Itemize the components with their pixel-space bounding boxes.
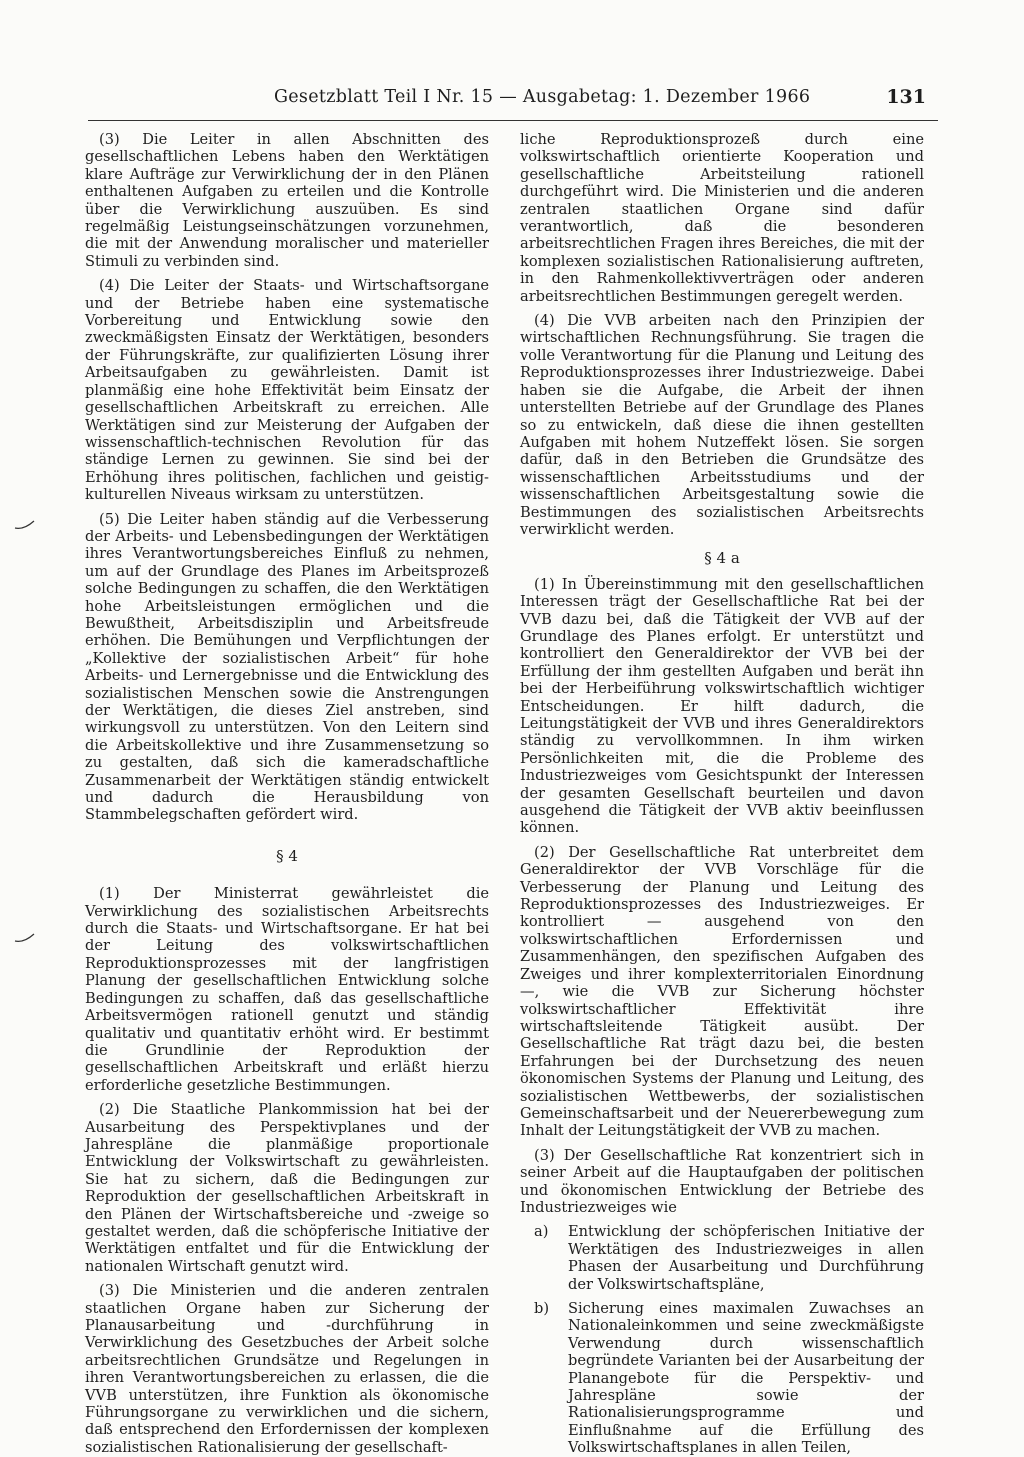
section-4-paragraph-2: (2) Die Staatliche Plankommission hat bei der Ausarbeitung des Perspektivplanes und der Jahrespläne die planmäßige proportionale Entwicklung der Volkswirtschaft zu gewährleisten. Sie hat zu sichern, daß die Bedingungen zur Reproduktion der gesellschaftlichen Arbeitskraft in den Plänen der Wirtschaftsbereiche und -zweige so gestaltet werden, daß die schöpferische Initiative der Werktätigen entfaltet und für die Entwicklung der nationalen Wirtschaft genutzt wird. — [85, 1101, 489, 1275]
right-column — [520, 131, 924, 1457]
section-4-paragraph-3: (3) Die Ministerien und die anderen zentralen staatlichen Organe haben zur Sicherung der Planausarbeitung und -durchführung in Verwirklichung des Gesetzbuches der Arbeit solche arbeitsrechtlichen Grundsätze und Regelungen in ihren Verantwortungsbereichen zu erlassen, die die VVB unterstützen, ihre Funktion als ökonomische Führungsorgane zu verwirklichen und die sichern, daß entsprechend den Erfordernissen der komplexen sozialistischen Rationalisierung der gesellschaft- — [85, 1282, 489, 1456]
list-item — [520, 1300, 924, 1457]
section-4-paragraph-3-continued: liche Reproduktionsprozeß durch eine volkswirtschaftlich orientierte Kooperation und gesellschaftliche Arbeitsteilung rationell durchgeführt wird. Die Ministerien und die anderen zentralen staatlichen Organe sind dafür verantwortlich, daß die besonderen arbeitsrechtlichen Fragen ihres Bereiches, die mit der komplexen sozialistischen Rationalisierung auftreten, in den Rahmenkollektivverträgen oder anderen arbeitsrechtlichen Bestimmungen geregelt werden. — [520, 131, 924, 305]
margin-check-mark-icon — [14, 519, 36, 531]
section-4-heading: § 4 — [276, 846, 298, 865]
list-item — [520, 1223, 924, 1293]
list-marker: a) — [534, 1223, 549, 1241]
list-item-text: Sicherung eines maximalen Zuwachses an Nationaleinkommen und seine zweckmäßigste Verwendung durch wissenschaftlich begründete Varianten bei der Ausarbeitung der Planangebote für die Perspektiv- und Jahrespläne sowie der Rationalisierungsprogramme und Einflußnahme auf die Erfüllung des Volkswirtschaftsplanes in allen Teilen, — [568, 1300, 924, 1457]
section-4a-heading: § 4 a — [704, 549, 740, 568]
paragraph-4: (4) Die Leiter der Staats- und Wirtschaftsorgane und der Betriebe haben eine systematische Vorbereitung und Entwicklung sowie den zweckmäßigsten Einsatz der Werktätigen, besonders der Führungskräfte, zur qualifizierten Lösung ihrer Arbeitsaufgaben zu gewährleisten. Damit ist planmäßig eine hohe Effektivität beim Einsatz der gesellschaftlichen Arbeitskraft zu erreichen. Alle Werktätigen sind zur Meisterung der Aufgaben der wissenschaftlich-technischen Revolution für das ständige Lernen zu gewinnen. Sie sind bei der Erhöhung ihres politischen, fachlichen und geistig-kulturellen Niveaus wirksam zu unterstützen. — [85, 277, 489, 504]
section-4a-paragraph-2: (2) Der Gesellschaftliche Rat unterbreitet dem Generaldirektor der VVB Vorschläge für die Verbesserung der Planung und Leitung des Reproduktionsprozesses des Industriezweiges. Er kontrolliert — ausgehend von den volkswirtschaftlichen Erfordernissen und Zusammenhängen, den spezifischen Aufgaben des Zweiges und ihrer komplexterritorialen Einordnung —, wie die VVB zur Sicherung höchster volkswirtschaftlicher Effektivität ihre wirtschaftsleitende Tätigkeit ausübt. Der Gesellschaftliche Rat trägt dazu bei, die besten Erfahrungen bei der Durchsetzung des neuen ökonomischen Systems der Planung und Leitung, des sozialistischen Wettbewerbs, der sozialistischen Gemeinschaftsarbeit und der Neuererbewegung zum Inhalt der Leitungstätigkeit der VVB zu machen. — [520, 843, 924, 1140]
section-4a-paragraph-3: (3) Der Gesellschaftliche Rat konzentriert sich in seiner Arbeit auf die Hauptaufgaben der politischen und ökonomischen Entwicklung der Betriebe des Industriezweiges wie — [520, 1146, 924, 1216]
page-header — [88, 80, 938, 121]
left-column — [85, 131, 489, 1456]
paragraph-3: (3) Die Leiter in allen Abschnitten des gesellschaftlichen Lebens haben den Werktätigen klare Aufträge zur Verwirklichung der in den Plänen enthaltenen Aufgaben zu erteilen und die Kontrolle über die Verwirklichung auszuüben. Es sind regelmäßig Leistungseinschätzungen vorzunehmen, die mit der Anwendung moralischer und materieller Stimuli zu verbinden sind. — [85, 131, 489, 270]
list-item-text: Entwicklung der schöpferischen Initiative der Werktätigen des Industriezweiges in allen Phasen der Ausarbeitung und Durchführung der Volkswirtschaftspläne, — [568, 1223, 924, 1293]
section-4-paragraph-1: (1) Der Ministerrat gewährleistet die Verwirklichung des sozialistischen Arbeitsrechts durch die Staats- und Wirtschaftsorgane. Er hat bei der Leitung des volkswirtschaftlichen Reproduktionsprozesses mit der langfristigen Planung der gesellschaftlichen Entwicklung solche Bedingungen zu schaffen, daß das gesellschaftliche Arbeitsvermögen rationell genutzt und ständig qualitativ und quantitativ erhöht wird. Er bestimmt die Grundlinie der Reproduktion der gesellschaftlichen Arbeitskraft und erläßt hierzu erforderliche gesetzliche Bestimmungen. — [85, 885, 489, 1094]
section-4-paragraph-4: (4) Die VVB arbeiten nach den Prinzipien der wirtschaftlichen Rechnungsführung. Sie tragen die volle Verantwortung für die Planung und Leitung des Reproduktionsprozesses ihrer Industriezweige. Dabei haben sie die Aufgabe, die Arbeit der ihnen unterstellten Betriebe auf der Grundlage des Planes so zu entwickeln, daß diese die ihnen gestellten Aufgaben mit hohem Nutzeffekt lösen. Sie sorgen dafür, daß in den Betrieben die Grundsätze des wissenschaftlichen Arbeitsstudiums und der wissenschaftlichen Arbeitsgestaltung sowie die Bestimmungen des sozialistischen Arbeitsrechts verwirklicht werden. — [520, 312, 924, 538]
margin-check-mark-icon — [14, 932, 36, 944]
header-title: Gesetzblatt Teil I Nr. 15 — Ausgabetag: 1. Dezember 1966 — [274, 87, 811, 107]
section-4a-paragraph-1: (1) In Übereinstimmung mit den gesellschaftlichen Interessen trägt der Gesellschaftliche Rat bei der VVB dazu bei, daß die Tätigkeit der VVB auf der Grundlage des Planes erfolgt. Er unterstützt und kontrolliert den Generaldirektor der VVB bei der Erfüllung der ihm gestellten Aufgaben und berät ihn bei der Herbeiführung volkswirtschaftlich wichtiger Entscheidungen. Er hilft dadurch, die Leitungstätigkeit der VVB und ihres Generaldirektors ständig zu vervollkommnen. In ihm wirken Persönlichkeiten mit, die die Probleme des Industriezweiges vom Gesichtspunkt der Interessen der gesamten Gesellschaft beurteilen und davon ausgehend die Tätigkeit der VVB aktiv beeinflussen können. — [520, 575, 924, 837]
paragraph-5: (5) Die Leiter haben ständig auf die Verbesserung der Arbeits- und Lebensbedingungen der Werktätigen ihres Verantwortungsbereiches Einfluß zu nehmen, um auf der Grundlage des Planes im Arbeitsprozeß solche Bedingungen zu schaffen, die den Werktätigen hohe Arbeitsleistungen ermöglichen und die Bewußtheit, Arbeitsdisziplin und Arbeitsfreude erhöhen. Die Bemühungen und Verpflichtungen der „Kollektive der sozialistischen Arbeit“ für hohe Arbeits- und Lernergebnisse und die Entwicklung des sozialistischen Menschen sowie die Anstrengungen der Werktätigen, die dieses Ziel anstreben, sind wirkungsvoll zu unterstützen. Von den Leitern sind die Arbeitskollektive und ihre Zusammensetzung so zu gestalten, daß sich die kameradschaftliche Zusammenarbeit der Werktätigen ständig entwickelt und dadurch die Herausbildung von Stammbelegschaften gefördert wird. — [85, 510, 489, 824]
page-number: 131 — [886, 86, 926, 108]
list-marker: b) — [534, 1300, 550, 1317]
